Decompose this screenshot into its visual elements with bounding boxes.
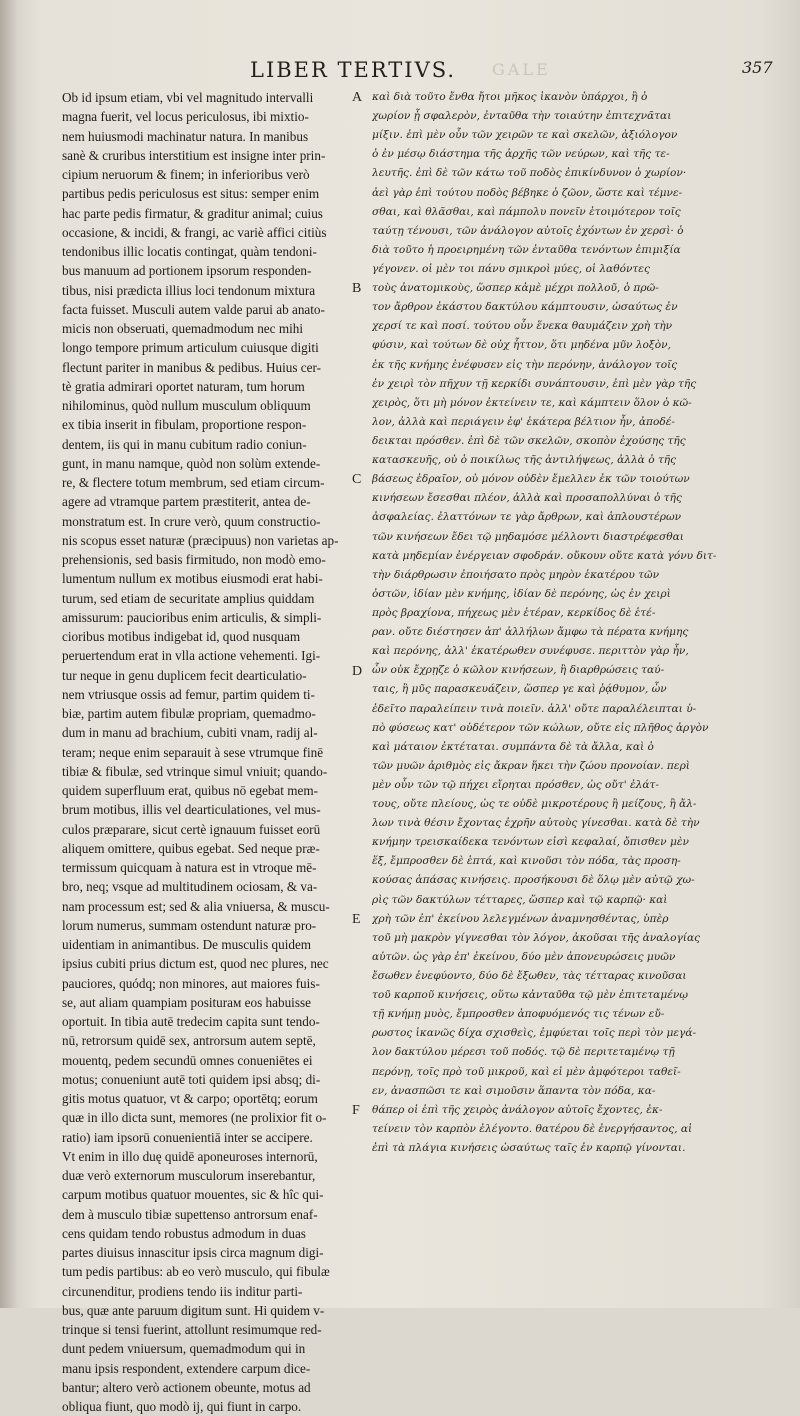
latin-text-line: longo tempore primum articulum cuiusque digiti bbox=[62, 340, 319, 356]
greek-text-line: ὧν οὐκ ἔχρῃζε ὁ κῶλον κινήσεων, ἢ διαρθρώσεις ταύ- bbox=[372, 664, 665, 677]
greek-text-line: τον ἄρθρον ἑκάστου δακτύλου κάμπτουσιν, ὡσαύτως ἐν bbox=[372, 301, 678, 314]
latin-text-line: mouentq, pedem secundū omnes conueniētes ei bbox=[62, 1052, 313, 1068]
latin-text-line: bro, neq; vsque ad multitudinem ociosam, & va- bbox=[62, 879, 318, 895]
latin-text-line: carpum motibus quatuor mouentes, sic & hîc qui- bbox=[62, 1187, 324, 1203]
greek-text-line: μὲν οὖν τῶν τῷ πήχει εἴρηται πρόσθεν, ὡς οὔτ' ἐλάτ- bbox=[372, 778, 659, 791]
section-marker: A bbox=[352, 90, 363, 105]
latin-text-line: dentem, iis qui in manu cubitum radio coniun- bbox=[62, 436, 307, 452]
greek-text-line: ρὶς τῶν δακτύλων τέτταρες, ὥσπερ καὶ τῷ καρπῷ· καὶ bbox=[372, 893, 668, 906]
greek-text-line: αὐτῶν. ὡς γὰρ ἐπ' ἐκείνου, δύο μὲν ἀπονευρώσεις μυῶν bbox=[372, 950, 676, 963]
latin-text-line: bantur; altero verò actionem obeunte, motus ad bbox=[62, 1379, 311, 1395]
latin-text-line: prehensionis, sed basis firmitudo, non modò emo- bbox=[62, 552, 326, 567]
greek-text-line: τοῦ μὴ μακρὸν γίγνεσθαι τὸν λόγον, ἀκοῦσαι τῆς ἀναλογίας bbox=[372, 931, 701, 944]
section-marker: D bbox=[352, 663, 363, 679]
latin-text-line: nam processum est; sed & alia vniuersa, & muscu- bbox=[62, 898, 330, 914]
greek-text-line: μίξιν. ἐπὶ μὲν οὖν τῶν χειρῶν τε καὶ σκελῶν, ἀξιόλογον bbox=[372, 129, 678, 142]
greek-text-line: κνήμην τρεισκαίδεκα τενόντων εἰσὶ κεφαλαί, ὄπισθεν μὲν bbox=[372, 836, 689, 849]
greek-text-line: κούσας ἁπάσας κινήσεις. προσήκουσι δὲ ὅλῳ μὲν αὐτῷ χω- bbox=[372, 874, 695, 887]
latin-text-line: dum in manu ad brachium, cubiti vnam, radij al- bbox=[62, 725, 318, 741]
greek-text-line: σθαι, καὶ θλᾶσθαι, καὶ πάμπολυ πονεῖν ἑτοιμότερον τοῖς bbox=[372, 205, 681, 218]
latin-text-line: trinque si tensi fuerint, attollunt resimumque red- bbox=[62, 1322, 322, 1337]
greek-text-line: ἀσφαλείας. ἐλαττόνων τε γὰρ ἄρθρων, καὶ ἁπλουστέρων bbox=[372, 511, 682, 524]
latin-text-line: aliquem omittere, quibus egebat. Sed neque præ- bbox=[62, 840, 320, 856]
latin-text-line: lumentum nullum ex motibus eiusmodi erat habi- bbox=[62, 571, 323, 587]
show-through-title: GALE bbox=[492, 60, 551, 79]
latin-text-line: tè gratia admirari oportet naturam, tum horum bbox=[62, 378, 305, 394]
greek-text-line: περόνῃ, τοῖς πρὸ τοῦ μικροῦ, καὶ εἰ μὲν ἀμφότεροι ταθεῖ- bbox=[372, 1065, 681, 1078]
latin-text-line: se, aut aliam quampiam positurам eos habuisse bbox=[62, 994, 311, 1010]
greek-text-line: ὀστῶν, ἰδίαν μὲν κνήμης, ἰδίαν δὲ περόνης, ὡς ἐν χειρὶ bbox=[372, 587, 671, 600]
latin-text-line: culos præparare, sicut certè ignauum fuisset eorū bbox=[62, 821, 321, 837]
latin-text-line: motus; conueniunt autē toti quidem ipsi absq; di- bbox=[62, 1071, 321, 1087]
latin-text-line: gitis motus quatuor, vt & carpo; oportētq; eorum bbox=[62, 1091, 318, 1106]
greek-text-line: γέγονεν. οἱ μὲν τοι πάνυ σμικροὶ μύες, οἱ λαθόντες bbox=[372, 262, 650, 275]
greek-text-line: ἕξ, ἔμπροσθεν δὲ ἑπτά, καὶ κινοῦσι τὸν πόδα, τὰς προση- bbox=[372, 855, 681, 868]
latin-text-line: Vt enim in illo duę quidē aponeuroses internorū, bbox=[62, 1148, 318, 1164]
latin-column bbox=[62, 88, 362, 1416]
latin-text-line: amissurum: paucioribus enim articulis, & simpli- bbox=[62, 609, 322, 625]
greek-text-line: λευτῆς. ἐπὶ δὲ τῶν κάτω τοῦ ποδὸς ἐπικίνδυνον ὁ χωρίον· bbox=[372, 167, 687, 180]
greek-text-line: τῶν μυῶν ἀριθμὸς εἰς ἄκραν ἥκει τὴν ζώου προνοίαν. περὶ bbox=[372, 759, 690, 772]
greek-text-line: τείνειν τὸν καρπὸν ἐλέγοντο. θατέρου δὲ ἐνεργήσαντος, αἱ bbox=[372, 1122, 693, 1135]
section-marker: F bbox=[352, 1103, 360, 1119]
latin-text-line: quæ in illo dicta sunt, memores (ne prolixior fit o- bbox=[62, 1110, 327, 1126]
latin-text-line: hac parte pedis firmatur, & graditur animal; cuius bbox=[62, 205, 323, 221]
greek-text-line: ἀεὶ γὰρ ἐπὶ τούτου ποδὸς βέβηκε ὁ ζῶον, ὥστε καὶ τέμνε- bbox=[372, 186, 683, 199]
greek-text-line: πὸ φύσεως κατ' οὐδέτερον τῶν κώλων, οὔτε εἰς πλῆθος ἀργὸν bbox=[372, 721, 709, 734]
latin-text-line: duæ verò externorum musculorum inserebantur, bbox=[62, 1168, 316, 1183]
latin-text-line: bus, quæ ante paruum digitum sunt. Hi quidem v- bbox=[62, 1302, 325, 1318]
greek-text-line: φύσιν, καὶ τούτων δὲ οὐχ ἧττον, ὅτι μηδένα μῦν λοξὸν, bbox=[372, 339, 671, 352]
latin-text-line: termissum quicquam à natura est in vtroque mē- bbox=[62, 860, 317, 875]
greek-text-line: τοὺς ἀνατομικοὺς, ὥσπερ κἀμὲ μέχρι πολλοῦ, ὁ πρῶ- bbox=[372, 282, 659, 295]
latin-text-line: pauciores, quódq; non minores, aut maiores fuis- bbox=[62, 975, 320, 991]
page-number: 357 bbox=[742, 58, 773, 77]
latin-text-line: ex tibia inserit in fibulam, proportione respon- bbox=[62, 417, 307, 433]
latin-text-line: peruertendum erat in vlla actione vehementi. Igi- bbox=[62, 648, 321, 664]
greek-text-line: ἔσωθεν ἐνεφύοντο, δύο δὲ ἔξωθεν, τὰς τέτταρας κινοῦσαι bbox=[372, 970, 687, 983]
latin-text-line: Ob id ipsum etiam, vbi vel magnitudo intervalli bbox=[62, 90, 314, 105]
greek-text-line: χωρίον ᾖ σφαλερὸν, ἐνταῦθα τὴν τοιαύτην ἐπιτεχνᾶται bbox=[372, 110, 672, 123]
binding-shadow bbox=[0, 0, 18, 1308]
greek-text-line: θάπερ οἱ ἐπὶ τῆς χειρὸς ἀνάλογον αὐτοῖς ἔχοντες, ἐκ- bbox=[372, 1103, 663, 1116]
latin-text-line: occasione, & incidi, & frangi, ac variè affici citiùs bbox=[62, 224, 327, 240]
greek-text-line: κινήσεων ἔσεσθαι πλέον, ἀλλὰ καὶ προσαπολλύναι ὁ τῆς bbox=[372, 492, 682, 505]
greek-text-line: καὶ μάταιον ἐκτέταται. συμπάντα δὲ τὰ ἄλλα, καὶ ὁ bbox=[372, 740, 654, 753]
greek-text-line: χερσί τε καὶ ποσί. τούτου οὖν ἕνεκα θαυμάζειν χρὴ τὴν bbox=[372, 320, 673, 333]
latin-text-line: lorum numerus, summam ostendunt naturæ pro- bbox=[62, 917, 317, 933]
latin-text-line: cioribus motibus indigebat id, quod nusquam bbox=[62, 629, 301, 644]
page-header bbox=[0, 54, 800, 84]
running-title: LIBER TERTIVS. bbox=[250, 58, 457, 82]
greek-text-line: ρωστος ἱκανῶς δίχα σχισθεὶς, ἐμφύεται τοῖς περὶ τὸν μεγά- bbox=[372, 1027, 697, 1040]
latin-text-line: bus manuum ad portionem ipsorum responden- bbox=[62, 263, 312, 279]
latin-text-line: biæ, partim autem fibulæ propriam, quemadmo- bbox=[62, 706, 316, 721]
latin-text-line: tur neque in genu duplicem fecit dearticulatio- bbox=[62, 667, 307, 683]
greek-text-line: χειρὸς, ὅτι μὴ μόνον ἐκτείνειν τε, καὶ κάμπτειν ὅλον ὁ κῶ- bbox=[372, 396, 692, 409]
greek-text-line: ραν. οὔτε διέστησεν ἀπ' ἀλλήλων ἄμφω τὰ πέρατα κνήμης bbox=[372, 626, 689, 639]
greek-text-line: τὴν διάρθρωσιν ἐποιήσατο πρὸς μηρὸν ἑκατέρου τῶν bbox=[372, 568, 660, 581]
greek-text-line: ταύτῃ τένουσι, τῶν ἀνάλογον αὐτοῖς ἐχόντων ἐν χερσὶ· ὁ bbox=[372, 224, 684, 237]
greek-text-line: κατασκευῆς, οὐ ὁ ποικίλως τῆς ἀντιλήψεως, ἀλλὰ ὁ τῆς bbox=[372, 454, 677, 467]
greek-text-line: ἐκ τῆς κνήμης ἐνέφυσεν εἰς τὴν περόνην, ἀνάλογον τοῖς bbox=[372, 358, 678, 371]
latin-text-line: tibus, nisi prædicta illius loci tendonum mixtura bbox=[62, 282, 316, 298]
greek-text-line: ἐπὶ τὰ πλάγια κινήσεις ὡσαύτως ταῖς ἐν καρπῷ γίνονται. bbox=[372, 1142, 686, 1155]
latin-text-line: gunt, in manu namque, quòd non solùm extende- bbox=[62, 455, 321, 471]
latin-text-line: micis non obseruati, quemadmodum nec mihi bbox=[62, 321, 303, 336]
greek-text-line: λον δακτύλου μέρεσι τοῦ ποδός. τῷ δὲ περιτεταμένῳ τῇ bbox=[372, 1046, 675, 1059]
greek-text-line: πρὸς βραχίονα, πήχεως μὲν ἑτέραν, κερκίδος δὲ ἑτέ- bbox=[372, 606, 656, 619]
latin-text-line: dem à musculo tibiæ supettensо antrorsum enaf- bbox=[62, 1206, 318, 1222]
latin-text-line: nem vtriusque ossis ad femur, partim quidem ti- bbox=[62, 686, 315, 702]
greek-text-line: ἐδεῖτο παραλείπειν τινὰ ποιεῖν. ἀλλ' οὔτε παραλέλειπται ὑ- bbox=[372, 702, 697, 715]
latin-text-line: magna fuerit, vel locus periculosus, ibi mixtio- bbox=[62, 109, 309, 125]
greek-text-line: βάσεως ἑδραῖον, οὐ μόνον οὐδὲν ἔμελλεν ἐκ τῶν τοιούτων bbox=[372, 473, 690, 486]
latin-text-line: oportuit. In tibia autē tredecim capita sunt tendo- bbox=[62, 1014, 320, 1029]
latin-text-line: facta fuisset. Musculi autem valde parui ab anato- bbox=[62, 301, 325, 317]
latin-text-line: nis scopus esset naturæ (præcipuus) non varietas ap- bbox=[62, 532, 339, 548]
latin-text-line: teram; neque enim separauit à sese vtrumque finē bbox=[62, 744, 324, 760]
greek-text-line: τοῦ καρποῦ κινήσεις, οὕτω κἀνταῦθα τῷ μὲν ἐπιτεταμένῳ bbox=[372, 989, 688, 1002]
greek-text-line: λων τινὰ θέσιν ἔχοντας ἐχρῆν αὐτοὺς γίνεσθαι. κατὰ δὲ τὴν bbox=[372, 817, 700, 830]
greek-text-line: τῇ κνήμῃ μυὸς, ἔμπροσθεν ἀποφυόμενός τις τένων εὔ- bbox=[372, 1008, 665, 1021]
greek-text-line: ταις, ἢ μῦς παρασκευάζειν, ὥσπερ γε καὶ ῥᾴθυμον, ὧν bbox=[372, 683, 667, 696]
latin-text-line: dunt pedem vniuersum, quemadmodum qui in bbox=[62, 1341, 306, 1357]
latin-text-line: manu ipsis respondent, extendere carpum dice- bbox=[62, 1360, 311, 1376]
greek-text-line: τους, οὔτε πλείους, ὡς τε οὐδὲ μικροτέρους ἢ μείζους, ἢ ἄλ- bbox=[372, 798, 697, 811]
latin-text-line: cipium neruorum & finem; in inferioribus verò bbox=[62, 167, 310, 182]
section-marker: E bbox=[352, 912, 361, 928]
latin-text-line: uidentiam in animantibus. De musculis quidem bbox=[62, 937, 312, 952]
greek-text-line: ὁ ἐν μέσῳ διάστημα τῆς ἀρχῆς τῶν νεύρων, καὶ τῆς τε- bbox=[372, 148, 670, 161]
latin-text-line: sanè & cruribus interstitium est insigne inter prin- bbox=[62, 147, 326, 163]
greek-text-line: καὶ διὰ τοῦτο ἔνθα ἤτοι μῆκος ἱκανὸν ὑπάρχοι, ἢ ὁ bbox=[372, 91, 648, 103]
latin-text-line: ipsius cubiti prius dictum est, quod nec plures, nec bbox=[62, 956, 329, 972]
latin-text-line: circunenditur, prodiens tendo iis inditur parti- bbox=[62, 1283, 303, 1299]
greek-text-line: ἐν χειρὶ τὸν πῆχυν τῇ κερκίδι συνάπτουσιν, ἐπὶ μὲν γὰρ τῆς bbox=[372, 377, 697, 390]
latin-text-line: nem huiusmodi machinatur natura. In manibus bbox=[62, 128, 309, 144]
greek-column bbox=[372, 88, 740, 1158]
greek-text-line: λον, ἀλλὰ καὶ περιάγειν ἐφ' ἑκάτερα βέλτιον ἦν, ἀποδέ- bbox=[372, 415, 675, 428]
greek-text-line: κατὰ μηδεμίαν ἐνέργειαν σφοδράν. οὔκουν οὔτε κατὰ γόνυ διτ- bbox=[372, 549, 717, 562]
latin-text-line: tibiæ & fibulæ, sed vtrinque simul vniuit; quando- bbox=[62, 763, 328, 779]
latin-text-line: partes diuisus innascitur ipsis circa magnum digi- bbox=[62, 1245, 324, 1260]
latin-text-line: ratio) iam ipsorū conuenientiā inter se accipere. bbox=[62, 1129, 313, 1145]
section-marker: C bbox=[352, 472, 362, 488]
latin-text-line: turum, sed etiam de securitate amplius quiddam bbox=[62, 590, 315, 606]
greek-text-line: εν, ἀνασπῶσι τε καὶ σιμοῦσιν ἅπαντα τὸν πόδα, κα- bbox=[372, 1084, 656, 1097]
greek-text-line: χρὴ τῶν ἐπ' ἐκείνου λελεγμένων ἀναμνησθέντας, ὑπὲρ bbox=[372, 912, 669, 925]
latin-text-line: re, & flectere totum membrum, sed etiam circum- bbox=[62, 475, 325, 490]
latin-text-line: partibus pedis periculosus est situs: semper enim bbox=[62, 186, 320, 202]
section-marker: B bbox=[352, 281, 362, 297]
latin-text-line: flectunt pariter in manibus & pedibus. Huius cer- bbox=[62, 359, 322, 375]
latin-text-line: agere ad vtramque partem præstiterit, antea de- bbox=[62, 494, 311, 510]
latin-text-line: obliqua fiunt, quo modò ij, qui fiunt in carpo. bbox=[62, 1399, 302, 1414]
greek-text-line: τῶν κινήσεων ἔδει τῷ μηδαμόσε μέλλοντι διαστρέφεσθαι bbox=[372, 530, 684, 543]
latin-text-line: nū, retrorsum quidē sex, antrorsum autem septē, bbox=[62, 1033, 316, 1049]
latin-text-line: monstratum est. In crure verò, quum constructio- bbox=[62, 513, 321, 529]
greek-text-line: διὰ τοῦτο ἡ προειρημένη τῶν ἐνταῦθα τενόντων ἐπιμιξία bbox=[372, 243, 681, 256]
latin-text-line: tendonibus illic locatis contingat, quàm tendoni- bbox=[62, 244, 317, 259]
latin-text-line: quidem superfluum erat, quibus nō egebat mem- bbox=[62, 783, 318, 798]
latin-text-line: nihilominus, quòd nullum musculum obliquum bbox=[62, 398, 311, 413]
greek-text-line: δεικται πρόσθεν. ἐπὶ δὲ τῶν σκελῶν, σκοπὸν ἐχούσης τῆς bbox=[372, 434, 686, 447]
latin-text-line: cens quidam tendo robustus admodum in duas bbox=[62, 1225, 306, 1241]
latin-text-line: brum motibus, illis vel dearticulationes, vel mus- bbox=[62, 802, 321, 818]
latin-text-line: tum pedis partibus: ab eo verò musculo, qui fibulæ bbox=[62, 1264, 330, 1280]
greek-text-line: καὶ περόνης, ἀλλ' ἑκατέρωθεν συνέφυσε. περιττὸν γὰρ ἦν, bbox=[372, 645, 689, 658]
